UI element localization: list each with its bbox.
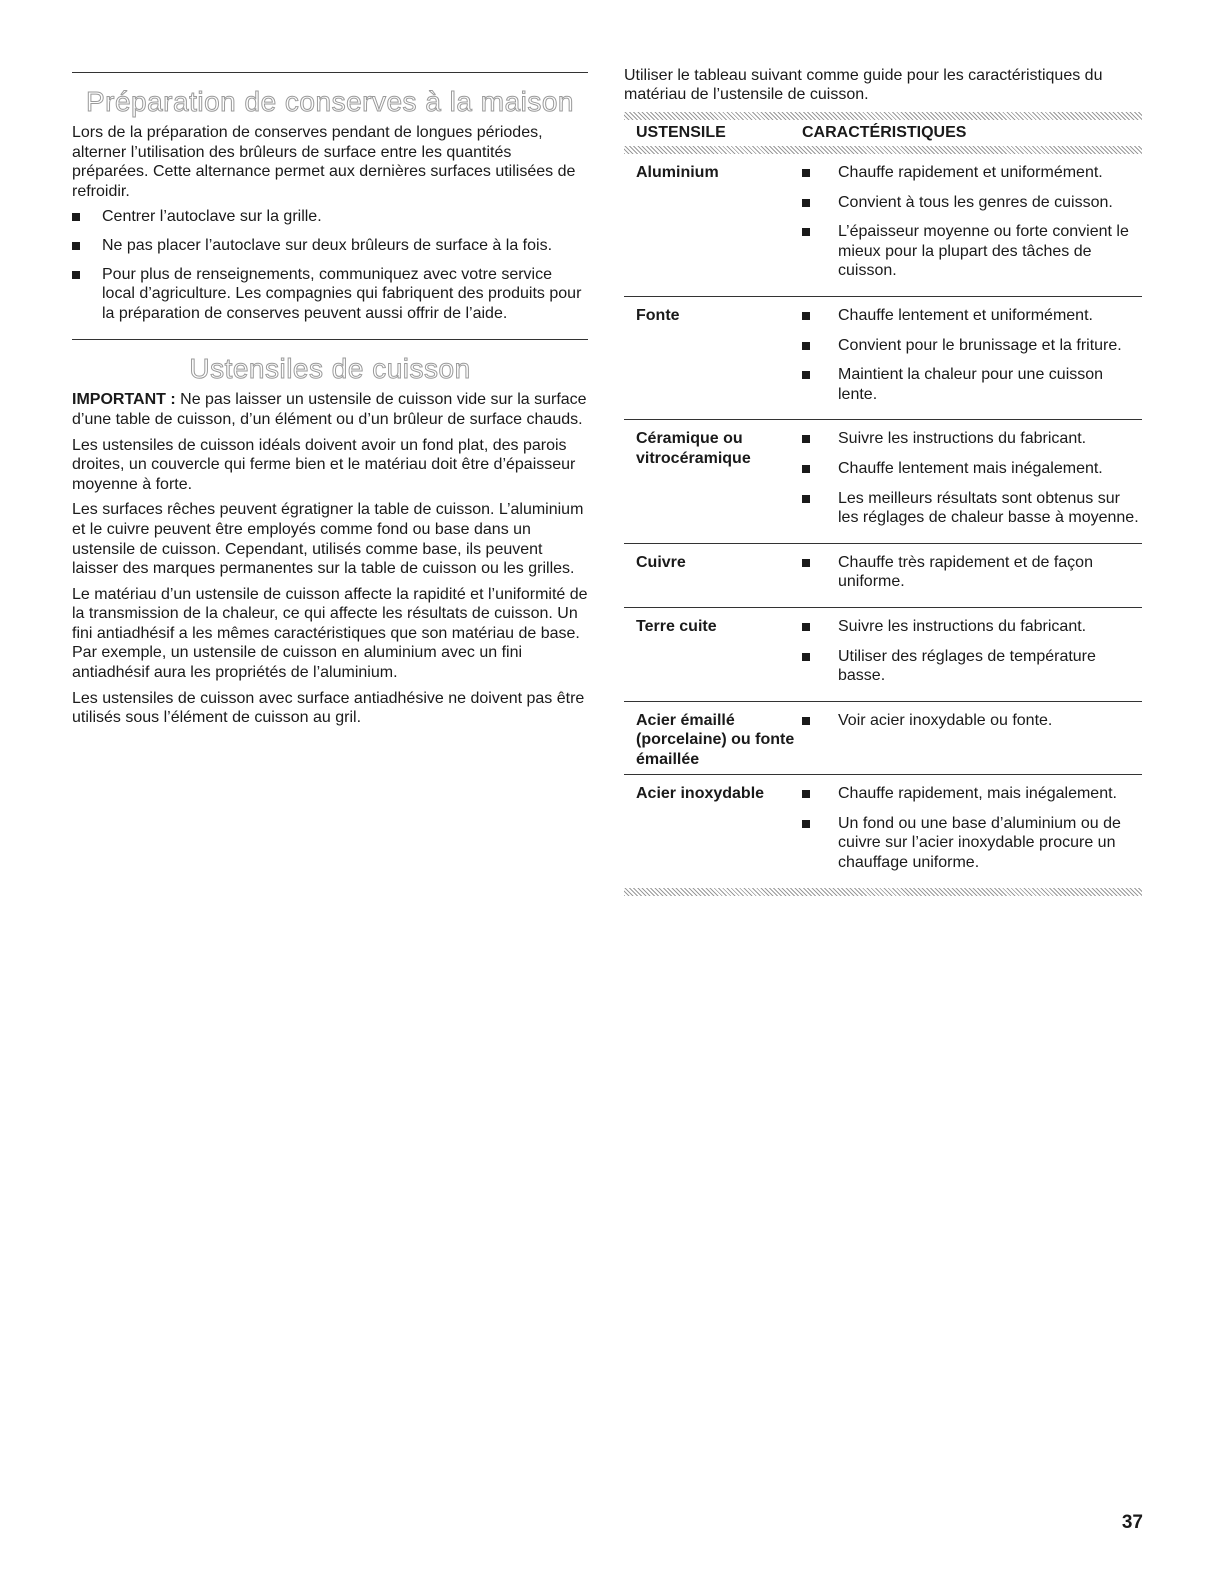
list-item: Chauffe rapidement, mais inégalement.: [802, 784, 1142, 804]
hatched-divider: [624, 112, 1142, 120]
features-cell: [802, 607, 1142, 701]
list-item: Un fond ou une base d’aluminium ou de cuivre sur l’acier inoxydable procure un chauffage uniforme.: [802, 814, 1142, 873]
important-label: IMPORTANT :: [72, 391, 176, 409]
right-column: [624, 66, 1142, 896]
list-item: Chauffe lentement mais inégalement.: [802, 459, 1142, 479]
list-item: Utiliser des réglages de température basse.: [802, 647, 1142, 686]
list-item: L’épaisseur moyenne ou forte convient le mieux pour la plupart des tâches de cuisson.: [802, 222, 1142, 281]
cookware-paragraph: Le matériau d’un ustensile de cuisson affecte la rapidité et l’uniformité de la transmission de la chaleur, ce qui affecte les résultats de cuisson. Un fini antiadhésif a les mêmes caractéristiques que son matériau de base. Par exemple, un ustensile de cuisson en aluminium avec un fini antiadhésif aura les propriétés de l’aluminium.: [72, 585, 588, 682]
cookware-paragraph: Les ustensiles de cuisson idéals doivent avoir un fond plat, des parois droites, un couvercle qui ferme bien et le matériau doit être d’épaisseur moyenne à forte.: [72, 436, 576, 493]
list-item: Voir acier inoxydable ou fonte.: [802, 711, 1142, 731]
features-cell: [802, 154, 1142, 296]
table-intro: Utiliser le tableau suivant comme guide pour les caractéristiques du matériau de l’ustensile de cuisson.: [624, 67, 1103, 103]
hatched-divider: [624, 888, 1142, 896]
material-cell: Cuivre: [624, 543, 802, 607]
section-divider: [72, 339, 588, 340]
cookware-table: [624, 120, 1142, 888]
cookware-section-title: Ustensiles de cuisson: [189, 353, 471, 385]
list-item: Ne pas placer l’autoclave sur deux brûleurs de surface à la fois.: [72, 236, 588, 256]
canning-bullet-list: [72, 207, 588, 323]
list-item: Pour plus de renseignements, communiquez avec votre service local d’agriculture. Les compagnies qui fabriquent des produits pour la préparation de conserves peuvent aussi offrir de l’aide.: [72, 265, 588, 324]
cookware-paragraph: Les surfaces rêches peuvent égratigner la table de cuisson. L’aluminium et le cuivre peuvent être employés comme fond ou base dans un ustensile de cuisson. Cependant, utilisés comme base, ils peuvent laisser des marques permanentes sur la table de cuisson ou les grilles.: [72, 501, 584, 578]
features-cell: [802, 296, 1142, 419]
list-item: Suivre les instructions du fabricant.: [802, 429, 1142, 449]
list-item: Maintient la chaleur pour une cuisson lente.: [802, 365, 1142, 404]
important-text: Ne pas laisser un ustensile de cuisson vide sur la surface d’une table de cuisson, d’un élément ou d’un brûleur de surface chauds.: [72, 391, 587, 428]
cookware-paragraph: Les ustensiles de cuisson avec surface antiadhésive ne doivent pas être utilisés sous l’élément de cuisson au gril.: [72, 689, 585, 727]
section-divider: [72, 72, 588, 73]
table-row: [624, 701, 1142, 775]
canning-section-title: Préparation de conserves à la maison: [85, 86, 575, 117]
list-item: Convient à tous les genres de cuisson.: [802, 193, 1142, 213]
features-cell: [802, 420, 1142, 543]
page-number: 37: [1121, 1512, 1143, 1533]
canning-paragraph: Lors de la préparation de conserves pendant de longues périodes, alterner l’utilisation des brûleurs de surface entre les quantités préparées. Cette alternance permet aux dernières surfaces utilisées de refroidir.: [72, 124, 576, 200]
left-column: [72, 72, 588, 734]
table-row: [624, 543, 1142, 607]
material-cell: Acier inoxydable: [636, 785, 765, 803]
material-cell: Terre cuite: [624, 607, 802, 701]
list-item: Chauffe lentement et uniformément.: [802, 306, 1142, 326]
table-row: [624, 607, 1142, 701]
features-cell: [802, 701, 1142, 775]
list-item: Les meilleurs résultats sont obtenus sur les réglages de chaleur basse à moyenne.: [802, 489, 1142, 528]
material-cell: Aluminium: [624, 154, 802, 296]
features-cell: [802, 543, 1142, 607]
column-header-material: USTENSILE: [636, 124, 726, 141]
list-item: Convient pour le brunissage et la friture.: [802, 336, 1142, 356]
list-item: Centrer l’autoclave sur la grille.: [72, 207, 588, 227]
hatched-divider: [624, 146, 1142, 154]
table-row: [624, 420, 1142, 543]
column-header-characteristics: CARACTÉRISTIQUES: [802, 124, 967, 141]
table-row: [624, 154, 1142, 296]
table-header-row: [624, 120, 1142, 146]
list-item: Suivre les instructions du fabricant.: [802, 617, 1142, 637]
table-row: [624, 296, 1142, 419]
material-cell: Céramique ou vitrocéramique: [624, 420, 802, 543]
list-item: Chauffe très rapidement et de façon uniforme.: [802, 553, 1142, 592]
features-cell: [802, 775, 1142, 888]
material-cell: Fonte: [624, 296, 802, 419]
table-row: [624, 775, 1142, 888]
material-cell: Acier émaillé (porcelaine) ou fonte émaillée: [624, 701, 802, 775]
list-item: Chauffe rapidement et uniformément.: [802, 163, 1142, 183]
important-note: [72, 390, 588, 429]
